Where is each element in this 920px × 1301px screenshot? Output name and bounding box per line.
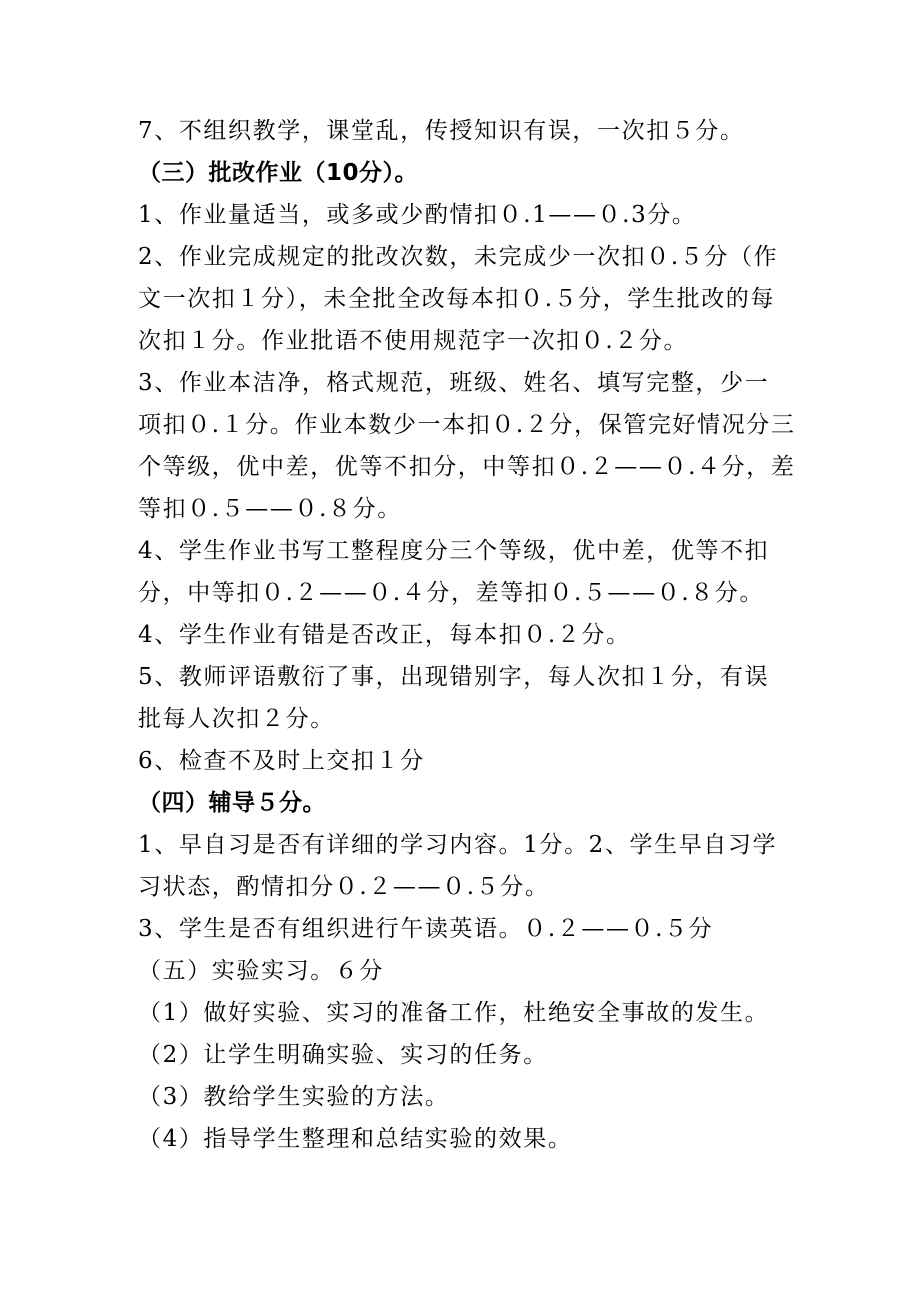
item-5-line-1: 5、教师评语敷衍了事，出现错别字，每人次扣１分，有误 (138, 664, 770, 690)
item-6-line: 6、检查不及时上交扣１分 (138, 748, 425, 774)
item-4a-line-2: 分，中等扣０.２——０.４分，差等扣０.５——０.８分。 (138, 580, 765, 606)
item-7-line: 7、不组织教学，课堂乱，传授知识有误，一次扣５分。 (138, 118, 745, 144)
experiment-item-4: （4）指导学生整理和总结实验的效果。 (138, 1126, 573, 1152)
item-2-line-3: 次扣１分。作业批语不使用规范字一次扣０.２分。 (138, 328, 689, 354)
section-4-heading: （四）辅导５分。 (138, 790, 326, 816)
item-2-line-1: 2、作业完成规定的批改次数，未完成少一次扣０.５分（作 (138, 244, 779, 270)
item-3-line-2: 项扣０.１分。作业本数少一本扣０.２分，保管完好情况分三 (138, 412, 796, 438)
experiment-item-3: （3）教给学生实验的方法。 (138, 1084, 450, 1110)
item-4b-line: 4、学生作业有错是否改正，每本扣０.２分。 (138, 622, 631, 648)
item-1-line: 1、作业量适当，或多或少酌情扣０.1——０.3分。 (138, 202, 697, 228)
experiment-item-1: （1）做好实验、实习的准备工作，杜绝安全事故的发生。 (138, 1000, 770, 1026)
tutoring-line-3: 3、学生是否有组织进行午读英语。０.２——０.５分 (138, 916, 714, 942)
item-5-line-2: 批每人次扣２分。 (138, 706, 335, 732)
section-5-heading: （五）实验实习。６分 (138, 958, 384, 984)
tutoring-line-1: 1、早自习是否有详细的学习内容。1分。2、学生早自习学 (138, 832, 778, 858)
section-3-heading: （三）批改作业（10分）。 (138, 160, 419, 186)
item-2-line-2: 文一次扣１分），未全批全改每本扣０.５分，学生批改的每 (138, 286, 776, 312)
experiment-item-2: （2）让学生明确实验、实习的任务。 (138, 1042, 548, 1068)
item-4a-line-1: 4、学生作业书写工整程度分三个等级，优中差，优等不扣 (138, 538, 770, 564)
item-3-line-4: 等扣０.５——０.８分。 (138, 496, 402, 522)
item-3-line-3: 个等级，优中差，优等不扣分，中等扣０.２——０.４分，差 (138, 454, 796, 480)
tutoring-line-2: 习状态，酌情扣分０.２——０.５分。 (138, 874, 550, 900)
item-3-line-1: 3、作业本洁净，格式规范，班级、姓名、填写完整，少一 (138, 370, 770, 396)
